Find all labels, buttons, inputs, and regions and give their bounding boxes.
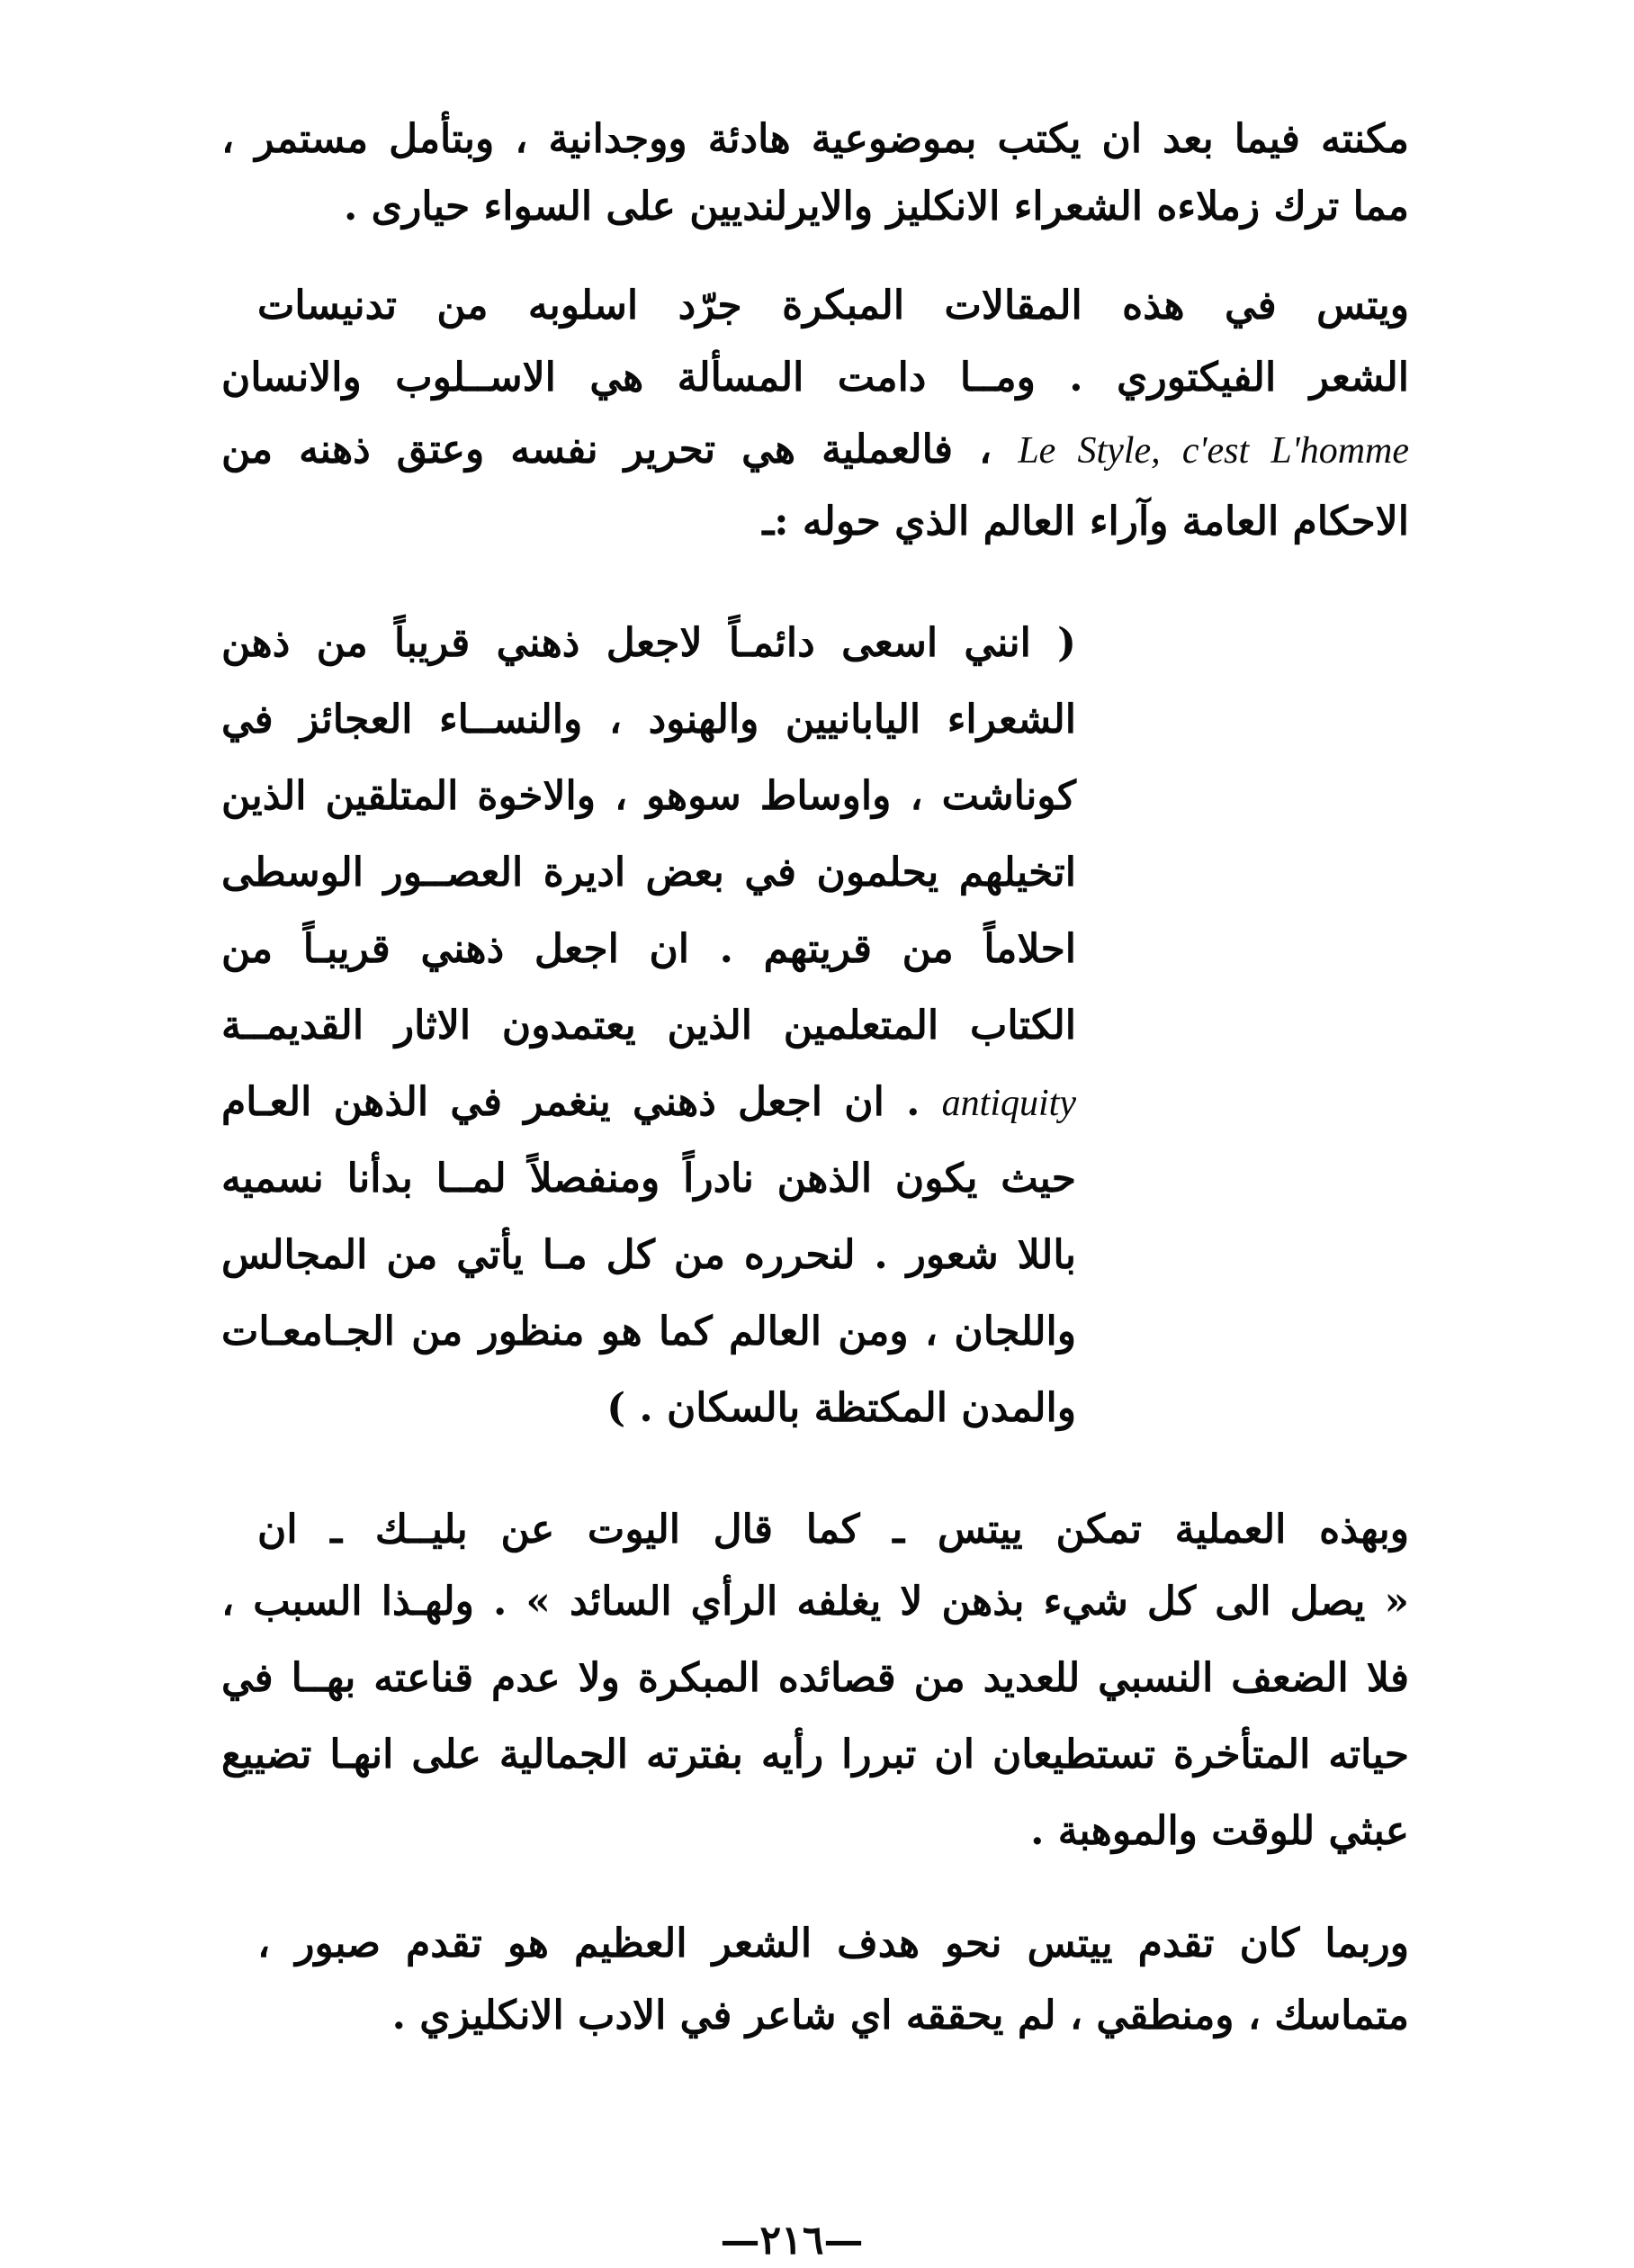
paragraph-1-line-1: مكنته فيما بعد ان يكتب بموضوعية هادئة ووجدانية ، وبتأمل مستمر ، — [221, 116, 1409, 162]
paragraph-3-line-5: عبثي للوقت والموهبة . — [1030, 1808, 1409, 1854]
paragraph-3-line-3: فلا الضعف النسبي للعديد من قصائده المبكرة ولا عدم قناعته بهــا في — [221, 1655, 1409, 1701]
quote-line-6: الكتاب المتعلمين الذين يعتمدون الاثار القديمــة — [221, 1003, 1076, 1048]
quote-line-7-latin: antiquity — [941, 1083, 1076, 1124]
quote-line-7 — [221, 1071, 1076, 1135]
quote-line-4: اتخيلهم يحلمون في بعض اديرة العصــور الوسطى — [221, 850, 1076, 896]
paragraph-3-line-1: وبهذه العملية تمكن ييتس ـ كما قال اليوت عن بليــك ـ ان — [257, 1507, 1409, 1552]
quote-line-9: باللا شعور . لنحرره من كل مـا يأتي من المجالس — [221, 1232, 1076, 1278]
quote-line-11: والمدن المكتظة بالسكان . ) — [606, 1385, 1076, 1431]
quote-line-5: احلاماً من قريتهم . ان اجعل ذهني قريبـاً من — [221, 926, 1076, 972]
paragraph-2-line-3-latin: Le Style, c'est L'homme — [1018, 430, 1410, 472]
quote-line-3: كوناشت ، واوساط سوهو ، والاخوة المتلقين الذين — [221, 773, 1076, 819]
paragraph-4-line-1: وربما كان تقدم ييتس نحو هدف الشعر العظيم هو تقدم صبور ، — [257, 1921, 1409, 1966]
quote-line-1: ( انني اسعى دائمـاً لاجعل ذهني قريباً من ذهن — [221, 620, 1076, 666]
paragraph-4-line-2: متماسك ، ومنطقي ، لم يحققه اي شاعر في الادب الانكليزي . — [391, 1993, 1409, 2038]
quote-line-8: حيث يكون الذهن نادراً ومنفصلاً لمــا بدأنا نسميه — [221, 1156, 1076, 1202]
paragraph-2-line-3 — [221, 418, 1409, 482]
quote-line-2: الشعراء اليابانيين والهنود ، والنســاء العجائز في — [221, 697, 1076, 742]
paragraph-3-line-2: « يصل الى كل شيء بذهن لا يغلفه الرأي السائد » . ولهـذا السبب ، — [221, 1579, 1409, 1624]
paragraph-2-line-2: الشعر الفيكتوري . ومــا دامت المسألة هي الاســلوب والانسان — [221, 355, 1409, 400]
paragraph-1-line-2: مما ترك زملاءه الشعراء الانكليز والايرلنديين على السواء حيارى . — [344, 184, 1409, 230]
paragraph-2-line-4: الاحكام العامة وآراء العالم الذي حوله :ـ — [762, 499, 1409, 544]
quote-line-10: واللجان ، ومن العالم كما هو منظور من الجـامعـات — [221, 1309, 1076, 1354]
quote-line-7-arabic: . ان اجعل ذهني ينغمر في الذهن العـام — [221, 1079, 920, 1125]
paragraph-3-line-4: حياته المتأخرة تستطيعان ان تبررا رأيه بفترته الجمالية على انهـا تضييع — [221, 1732, 1409, 1778]
paragraph-2-line-3-arabic: ، فالعملية هي تحرير نفسه وعتق ذهنه من — [221, 427, 992, 472]
paragraph-2-line-1: ويتس في هذه المقالات المبكرة جرّد اسلوبه من تدنيسات — [257, 283, 1409, 328]
page-number: —٢١٦— — [720, 2218, 864, 2264]
